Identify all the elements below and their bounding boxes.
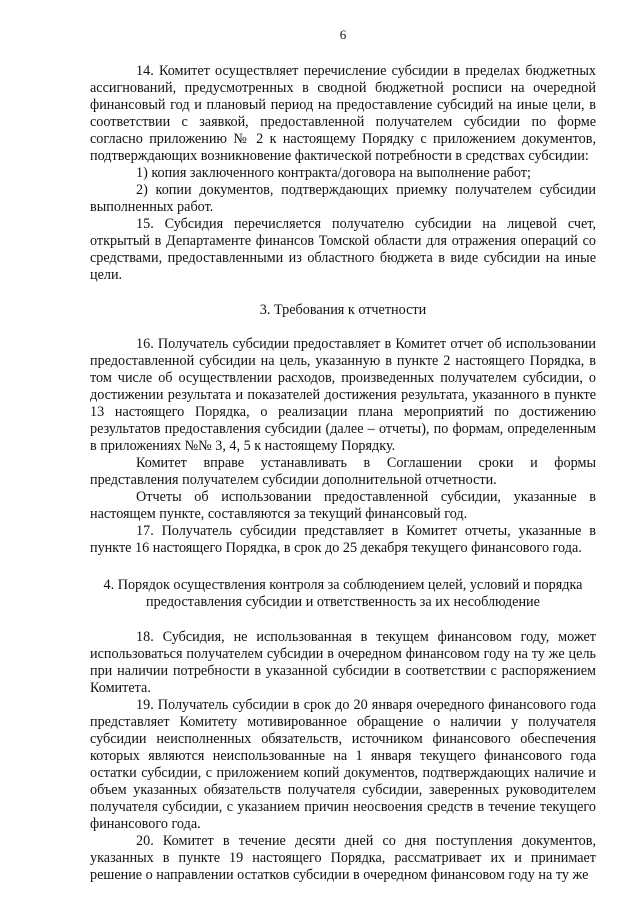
paragraph-16-additional: Комитет вправе устанавливать в Соглашении сроки и формы представления получателем субсидии дополнительной отчетности.	[90, 455, 596, 488]
page-number: 6	[339, 27, 347, 42]
document-page	[90, 26, 596, 884]
paragraph-19: 19. Получатель субсидии в срок до 20 января очередного финансового года представляет Комитету мотивированное обращение о наличии у получателя субсидии неисполненных обязательств, источником финансового обеспечения которых являются неиспользованные на 1 января текущего финансового года остатки субсидии, с приложением копий документов, подтверждающих наличие и объем указанных обязательств получателя субсидии, заверенных руководителем получателя субсидии, с указанием причин неосвоения средств в течение текущего финансового года.	[90, 697, 596, 832]
paragraph-16: 16. Получатель субсидии предоставляет в Комитет отчет об использовании предоставленной субсидии на цель, указанную в пункте 2 настоящего Порядка, в том числе об осуществлении расходов, произведенных получателем субсидии, о достижении результата и показателей достижения результата, указанного в пункте 13 настоящего Порядка, о реализации плана мероприятий по достижению результатов предоставления субсидии (далее – отчеты), по формам, определенным в приложениях №№ 3, 4, 5 к настоящему Порядку.	[90, 336, 596, 454]
paragraph-17: 17. Получатель субсидии представляет в Комитет отчеты, указанные в пункте 16 настоящего Порядка, в срок до 25 декабря текущего финансового года.	[90, 523, 596, 556]
paragraph-15: 15. Субсидия перечисляется получателю субсидии на лицевой счет, открытый в Департаменте финансов Томской области для отражения операций со средствами, предоставленными из областного бюджета в виде субсидии на иные цели.	[90, 216, 596, 283]
paragraph-14-item-2: 2) копии документов, подтверждающих приемку получателем субсидии выполненных работ.	[90, 182, 596, 215]
section-heading-3: 3. Требования к отчетности	[259, 302, 427, 318]
paragraph-14-item-1: 1) копия заключенного контракта/договора на выполнение работ;	[136, 165, 531, 181]
paragraph-18: 18. Субсидия, не использованная в текущем финансовом году, может использоваться получателем субсидии в очередном финансовом году на ту же цель при наличии потребности в указанной субсидии в соответствии с распоряжением Комитета.	[90, 629, 596, 696]
paragraph-20: 20. Комитет в течение десяти дней со дня поступления документов, указанных в пункте 19 настоящего Порядка, рассматривает их и принимает решение о направлении остатков субсидии в очередном финансовом году на ту же	[90, 833, 596, 883]
paragraph-14: 14. Комитет осуществляет перечисление субсидии в пределах бюджетных ассигнований, предусмотренных в сводной бюджетной росписи на очередной финансовый год и плановый период на предоставление субсидий на иные цели, в соответствии с заявкой, предоставленной получателем субсидии по форме согласно приложению № 2 к настоящему Порядку с приложением документов, подтверждающих возникновение фактической потребности в средствах субсидии:	[90, 63, 596, 164]
section-heading-4: 4. Порядок осуществления контроля за соблюдением целей, условий и порядка предоставления субсидии и ответственность за их несоблюдение	[103, 577, 583, 610]
paragraph-16-reports: Отчеты об использовании предоставленной субсидии, указанные в настоящем пункте, составляются за текущий финансовый год.	[90, 489, 596, 522]
